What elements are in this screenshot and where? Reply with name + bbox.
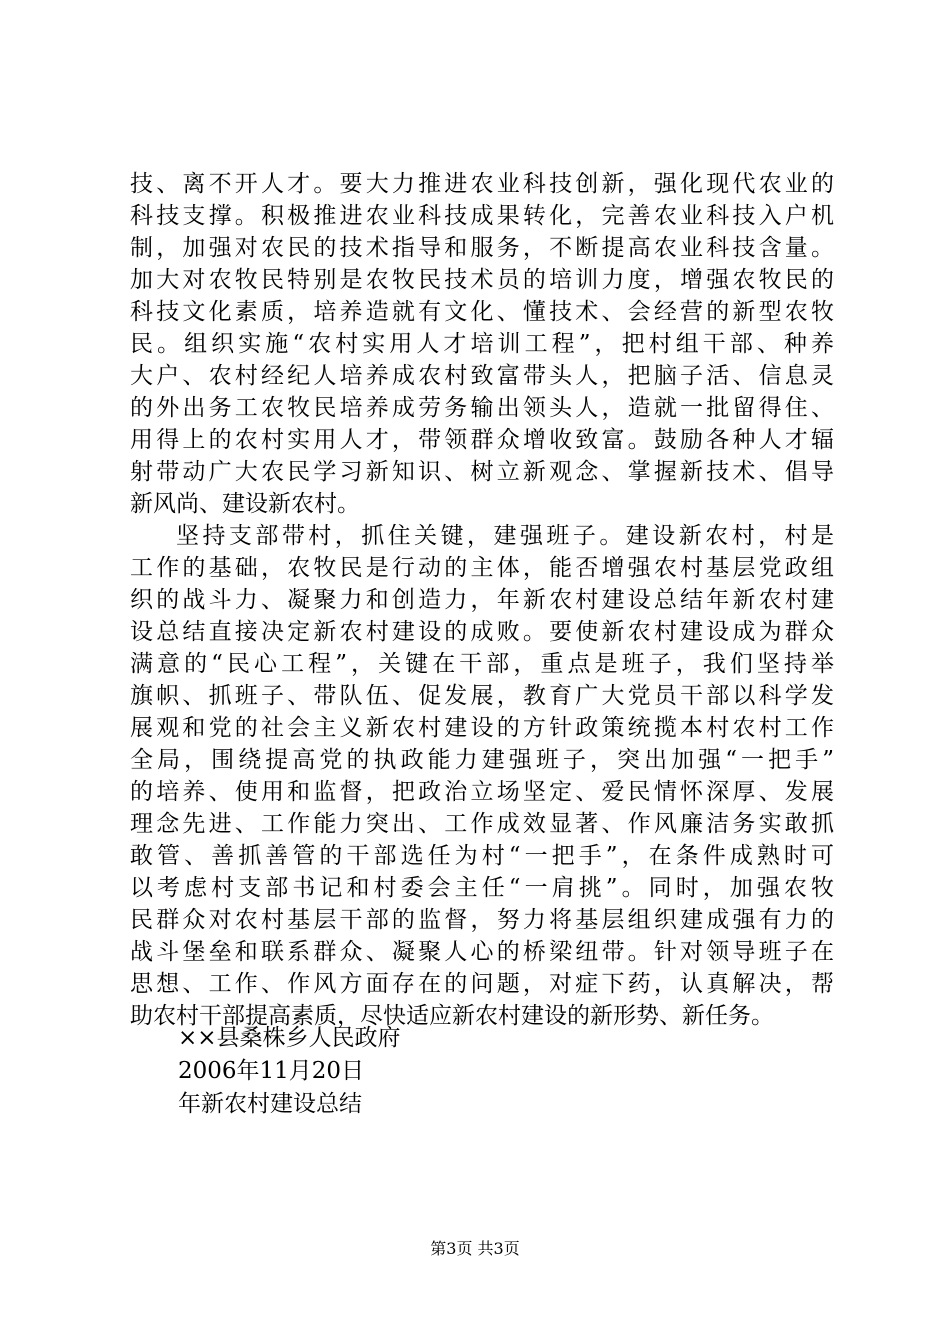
text-line: 战斗堡垒和联系群众、凝聚人心的桥梁纽带。针对领导班子在	[130, 939, 834, 965]
text-line: 思想、工作、作风方面存在的问题，对症下药，认真解决，帮	[130, 971, 834, 997]
text-line: 新风尚、建设新农村。	[130, 491, 360, 517]
page-footer	[0, 1238, 950, 1260]
text-line: 技、离不开人才。要大力推进农业科技创新，强化现代农业的	[130, 171, 834, 197]
text-line: 设总结直接决定新农村建设的成败。要使新农村建设成为群众	[130, 619, 834, 645]
text-line: 制，加强对农民的技术指导和服务，不断提高农业科技含量。	[130, 235, 834, 261]
text-line: 的培养、使用和监督，把政治立场坚定、爱民情怀深厚、发展	[130, 779, 834, 805]
body-text	[130, 168, 834, 1032]
text-line: 射带动广大农民学习新知识、树立新观念、掌握新技术、倡导	[130, 459, 834, 485]
signature-organization: ××县桑株乡人民政府	[178, 1025, 401, 1051]
text-line: 的外出务工农牧民培养成劳务输出领头人，造就一批留得住、	[130, 395, 834, 421]
text-line: 满意的“民心工程”，关键在干部，重点是班子，我们坚持举	[130, 651, 834, 677]
text-line: 坚持支部带村，抓住关键，建强班子。建设新农村，村是	[176, 523, 834, 549]
text-line: 理念先进、工作能力突出、工作成效显著、作风廉洁务实敢抓	[130, 811, 834, 837]
text-line: 用得上的农村实用人才，带领群众增收致富。鼓励各种人才辐	[130, 427, 834, 453]
signature-date: 2006年11月20日	[178, 1058, 365, 1084]
page-number: 第3页 共3页	[430, 1239, 520, 1258]
text-line: 以考虑村支部书记和村委会主任“一肩挑”。同时，加强农牧	[130, 875, 834, 901]
text-line: 大户、农村经纪人培养成农村致富带头人，把脑子活、信息灵	[130, 363, 834, 389]
paragraph-2	[130, 520, 834, 1032]
text-line: 科技文化素质，培养造就有文化、懂技术、会经营的新型农牧	[130, 299, 834, 325]
text-line: 科技支撑。积极推进农业科技成果转化，完善农业科技入户机	[130, 203, 834, 229]
text-line: 织的战斗力、凝聚力和创造力，年新农村建设总结年新农村建	[130, 587, 834, 613]
text-line: 助农村干部提高素质，尽快适应新农村建设的新形势、新任务。	[130, 1003, 774, 1029]
paragraph-1	[130, 168, 834, 520]
text-line: 民群众对农村基层干部的监督，努力将基层组织建成强有力的	[130, 907, 834, 933]
signature-block	[178, 1022, 578, 1121]
text-line: 工作的基础，农牧民是行动的主体，能否增强农村基层党政组	[130, 555, 834, 581]
signature-title: 年新农村建设总结	[178, 1091, 362, 1117]
text-line: 敢管、善抓善管的干部选任为村“一把手”，在条件成熟时可	[130, 843, 834, 869]
text-line: 民。组织实施“农村实用人才培训工程”，把村组干部、种养	[130, 331, 834, 357]
text-line: 全局，围绕提高党的执政能力建强班子，突出加强“一把手”	[130, 747, 834, 773]
text-line: 展观和党的社会主义新农村建设的方针政策统揽本村农村工作	[130, 715, 834, 741]
text-line: 加大对农牧民特别是农牧民技术员的培训力度，增强农牧民的	[130, 267, 834, 293]
text-line: 旗帜、抓班子、带队伍、促发展，教育广大党员干部以科学发	[130, 683, 834, 709]
